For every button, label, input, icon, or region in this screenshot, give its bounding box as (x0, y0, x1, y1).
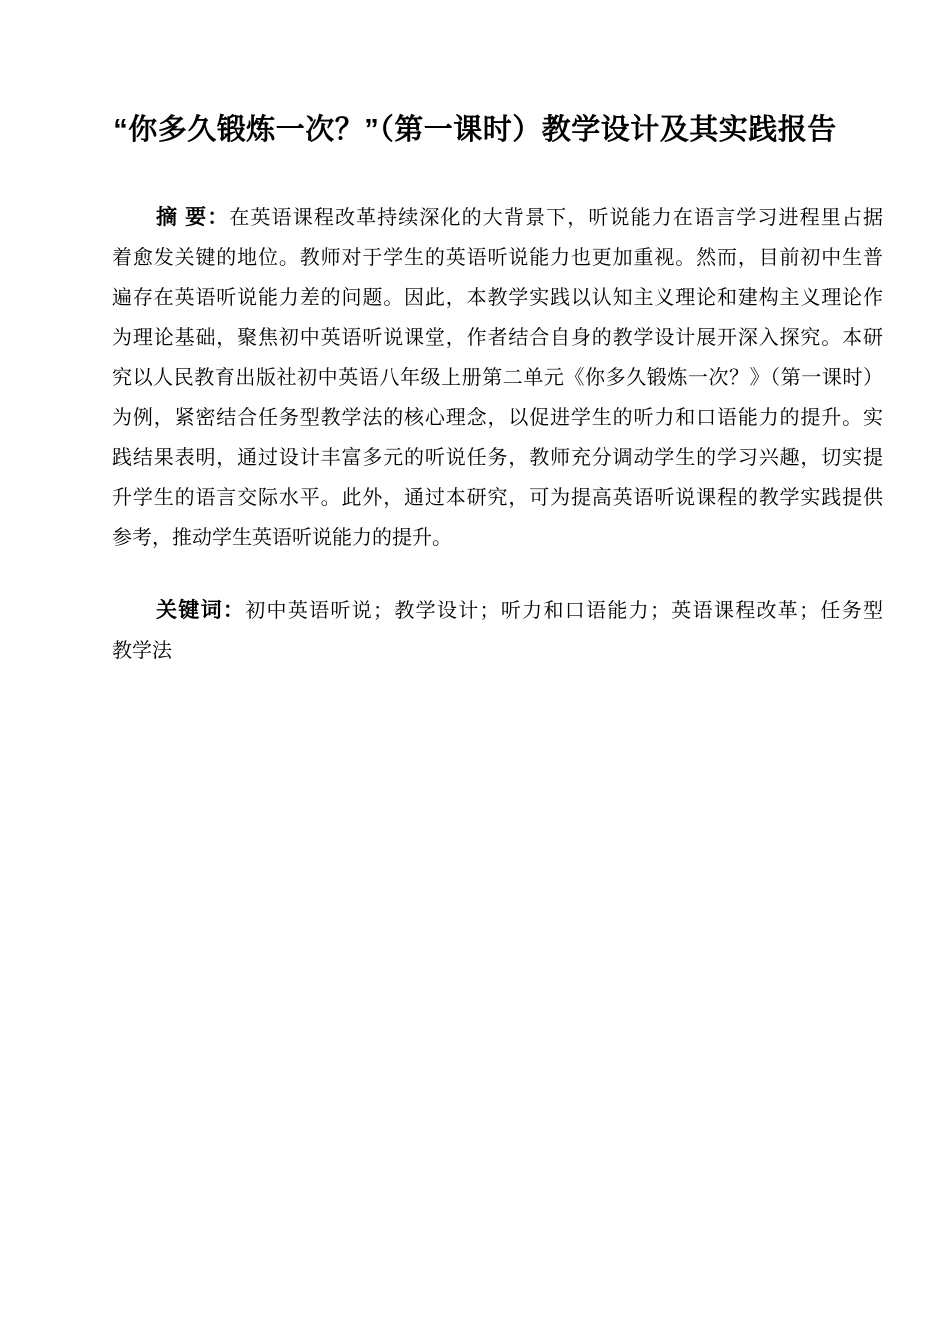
keywords-line (112, 591, 883, 631)
abstract-section (112, 198, 883, 558)
abstract-label: 摘 要： (156, 206, 230, 229)
keywords-text: 初中英语听说；教学设计；听力和口语能力；英语课程改革；任务型 (245, 600, 883, 622)
abstract-line: 究以人民教育出版社初中英语八年级上册第二单元《你多久锻炼一次？》（第一课时） (112, 367, 883, 389)
paper-title: “你多久锻炼一次？”（第一课时）教学设计及其实践报告 (113, 114, 837, 146)
keywords-section (112, 591, 883, 671)
abstract-line: 为理论基础，聚焦初中英语听说课堂，作者结合自身的教学设计展开深入探究。本研 (112, 327, 883, 349)
abstract-line: 践结果表明，通过设计丰富多元的听说任务，教师充分调动学生的学习兴趣，切实提 (112, 447, 883, 469)
keywords-label: 关键词： (156, 599, 246, 622)
abstract-line: 升学生的语言交际水平。此外，通过本研究，可为提高英语听说课程的教学实践提供 (112, 487, 883, 509)
abstract-line (112, 198, 883, 238)
abstract-line: 参考，推动学生英语听说能力的提升。 (112, 527, 452, 549)
abstract-line: 遍存在英语听说能力差的问题。因此，本教学实践以认知主义理论和建构主义理论作 (112, 287, 883, 309)
abstract-line: 着愈发关键的地位。教师对于学生的英语听说能力也更加重视。然而，目前初中生普 (112, 247, 883, 269)
keywords-line: 教学法 (112, 640, 172, 662)
abstract-text: 在英语课程改革持续深化的大背景下，听说能力在语言学习进程里占据 (229, 207, 883, 229)
abstract-line: 为例，紧密结合任务型教学法的核心理念，以促进学生的听力和口语能力的提升。实 (112, 407, 883, 429)
